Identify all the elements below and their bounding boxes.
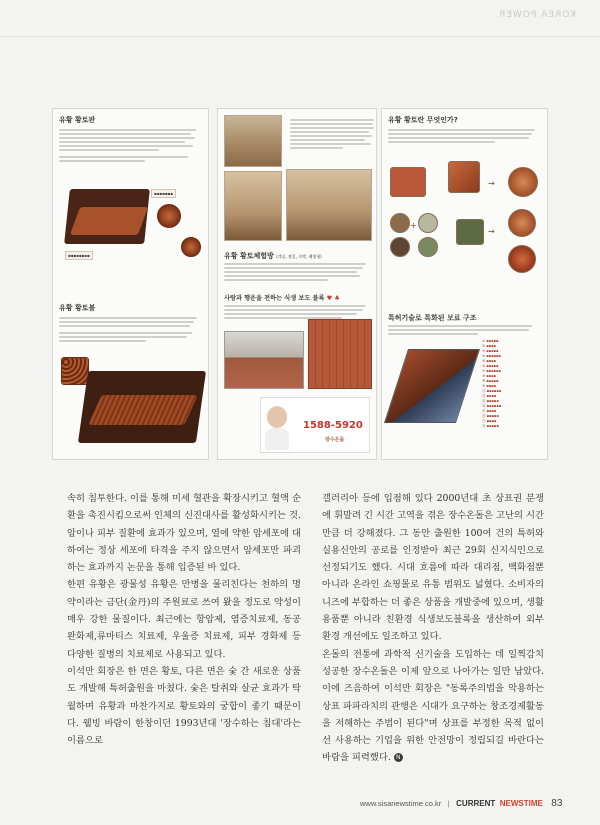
soil-image-2 bbox=[448, 161, 480, 193]
panel2-title-room: 유황 황토체험방 (객실, 찜질, 숙박, 웰빙형) bbox=[224, 252, 322, 260]
room-photo-1 bbox=[224, 115, 282, 167]
panel3-title-what: 유황 황토란 무엇인가? bbox=[388, 116, 458, 124]
block-photo bbox=[308, 319, 372, 389]
mineral-image-2 bbox=[418, 213, 438, 233]
mineral-image-5 bbox=[456, 219, 484, 245]
room-photo-3 bbox=[286, 169, 372, 241]
callout-1: ▪▪▪▪▪▪▪ bbox=[151, 189, 176, 198]
panel1-title-ball: 유황 황토볼 bbox=[59, 304, 96, 312]
panel-sulfur-mat bbox=[52, 108, 209, 460]
panel2-text-top bbox=[290, 117, 377, 151]
paragraph: 이석만 회장은 한 면은 황토, 다른 면은 숯 간 새로운 상품도 개발해 특허출원을 마쳤다. 숯은 탈취와 살균 효과가 탁월하며 유황과 마찬가지로 황토와의 궁합이 좋기 때문이다. 웰빙 바람이 한창이던 1993년대 '장수하는 침대'라는 이름으로 bbox=[67, 665, 301, 747]
paragraph bbox=[322, 646, 544, 767]
panel2-title-block: 사랑과 행운을 전하는 식생 보도 블록 ♥ ♣ bbox=[224, 295, 340, 302]
paragraph-text: 온돌의 전통에 과학적 신기술을 도입하는 데 일찍감치 성공한 장수온돌은 이제 앞으로 나아가는 일만 남았다. 이에 즈음하여 이석만 회장은 "동록주의법을 악용하는 상표 파파라치의 관행은 시대가 요구하는 창조경제활동을 저해하는 주범이 된다"며 상표를 부정한 목적 없이 선 사용하는 기업을 위한 안전망이 정립되길 바란다는 바람을 피력했다. bbox=[322, 648, 544, 764]
ball-texture bbox=[61, 357, 89, 385]
contact-card bbox=[260, 397, 370, 453]
soil-image-4 bbox=[508, 209, 536, 237]
paragraph: 한편 유황은 광물성 유황은 만병을 물리친다는 천하의 명약이라는 금단(金丹)의 주원료로 쓰여 왔을 정도로 약성이 매우 강한 물질이다. 최근에는 항암제, 염증치료제, 동공 완화제,류마티스 치료제, 우울증 치료제, 피부 경화제 등 다양한 질병의 치료제로 사용되고 있다. bbox=[67, 579, 301, 660]
texture-swatch-2 bbox=[181, 237, 201, 257]
panel1-title-mat: 유황 황토판 bbox=[59, 116, 96, 124]
mineral-image-4 bbox=[418, 237, 438, 257]
mineral-image-1 bbox=[390, 213, 410, 233]
spokesperson-photo bbox=[267, 406, 287, 428]
panel1-text-block bbox=[59, 129, 202, 162]
footer-separator: | bbox=[447, 799, 450, 808]
arrow-right-icon: → bbox=[488, 179, 495, 188]
callout-2: ▪▪▪▪▪▪▪▪ bbox=[65, 251, 93, 260]
structure-diagram bbox=[384, 349, 480, 423]
texture-swatch-1 bbox=[157, 204, 181, 228]
panel3-text-bottom bbox=[388, 323, 538, 337]
street-photo bbox=[224, 331, 304, 389]
article-column-left bbox=[67, 490, 301, 749]
footer-url[interactable]: www.sisanewstime.co.kr bbox=[360, 799, 442, 808]
mat-surface-1 bbox=[70, 207, 148, 235]
paragraph: 속히 침투한다. 이를 통해 미세 혈관을 확장시키고 혈액 순환을 촉진시킴으로써 인체의 신진대사를 활성화시키는 것. 암이나 피부 질환에 효과가 있으며, 열에 약한 암세포에 대하여는 정상 세포에 타격을 주지 않으면서 암세포만 파괴하는 효과까지 논문을 통해 입증된 바 있다. bbox=[67, 493, 301, 574]
header-rule bbox=[0, 36, 600, 37]
phone-number: 1588-5920 bbox=[303, 420, 363, 431]
mat-surface-2 bbox=[88, 395, 197, 425]
header-mark: KOREA POWER bbox=[498, 10, 576, 20]
page-footer bbox=[360, 793, 565, 811]
mineral-image-3 bbox=[390, 237, 410, 257]
structure-legend: ① ▪▪▪▪▪ ② ▪▪▪▪ ③ ▪▪▪▪▪ ④ ▪▪▪▪▪▪ ⑤ ▪▪▪▪ ⑥ ▪▪▪▪▪ ⑦ ▪▪▪▪▪▪ ⑧ ▪▪▪▪ ⑨ ▪▪▪▪▪ ⑩ ▪▪▪▪ ⑪ ▪▪▪▪▪▪ ⑫ ▪▪▪▪ ⑬ ▪▪▪▪▪ ⑭ ▪▪▪▪▪▪ ⑮ ▪▪▪▪ ⑯ ▪▪▪▪▪ ⑰ ▪▪▪▪ ⑱ ▪▪▪▪▪ bbox=[482, 339, 502, 428]
brand-name: 장수온돌 bbox=[325, 437, 345, 443]
soil-image-3 bbox=[508, 167, 538, 197]
page-number: 83 bbox=[551, 798, 563, 809]
soil-image-1 bbox=[390, 167, 426, 197]
panel3-title-structure: 특허기술로 특화된 보료 구조 bbox=[388, 314, 477, 322]
footer-section-current: CURRENT bbox=[456, 799, 496, 808]
panel2-text-mid bbox=[224, 261, 372, 283]
room-photo-2 bbox=[224, 171, 282, 241]
panel1-text-block-2 bbox=[59, 315, 204, 344]
panel3-text-top bbox=[388, 129, 541, 143]
footer-section-newstime: NEWSTIME bbox=[499, 799, 543, 808]
end-mark-icon: N bbox=[394, 753, 403, 762]
panel-sulfur-info bbox=[381, 108, 548, 460]
soil-image-5 bbox=[508, 245, 536, 273]
panel-experience-room bbox=[217, 108, 377, 460]
paragraph: 갤러리아 등에 입점해 있다 2000년대 초 상표권 분쟁에 휘말려 긴 시간 고역을 겪은 장수온돌은 고난의 시간만큼 더 강해졌다. 그 동안 출원한 100여 건의 특허와 실용신안의 공로를 인정받아 최근 29회 신지식인으로 선정되기도 했다. 시대 흐름에 따라 대리점, 백화점뿐 아니라 온라인 쇼핑몰로 유통 범위도 넓혔다. 소비자의 니즈에 부합하는 더 좋은 상품을 개발중에 있으며, 생활용품뿐 아니라 친환경 식생보도블록을 생산하여 외부 환경 개선에도 일조하고 있다. bbox=[322, 493, 544, 643]
arrow-right-icon-2: → bbox=[488, 227, 495, 236]
plus-icon: + bbox=[410, 221, 417, 230]
article-column-right bbox=[322, 490, 544, 767]
